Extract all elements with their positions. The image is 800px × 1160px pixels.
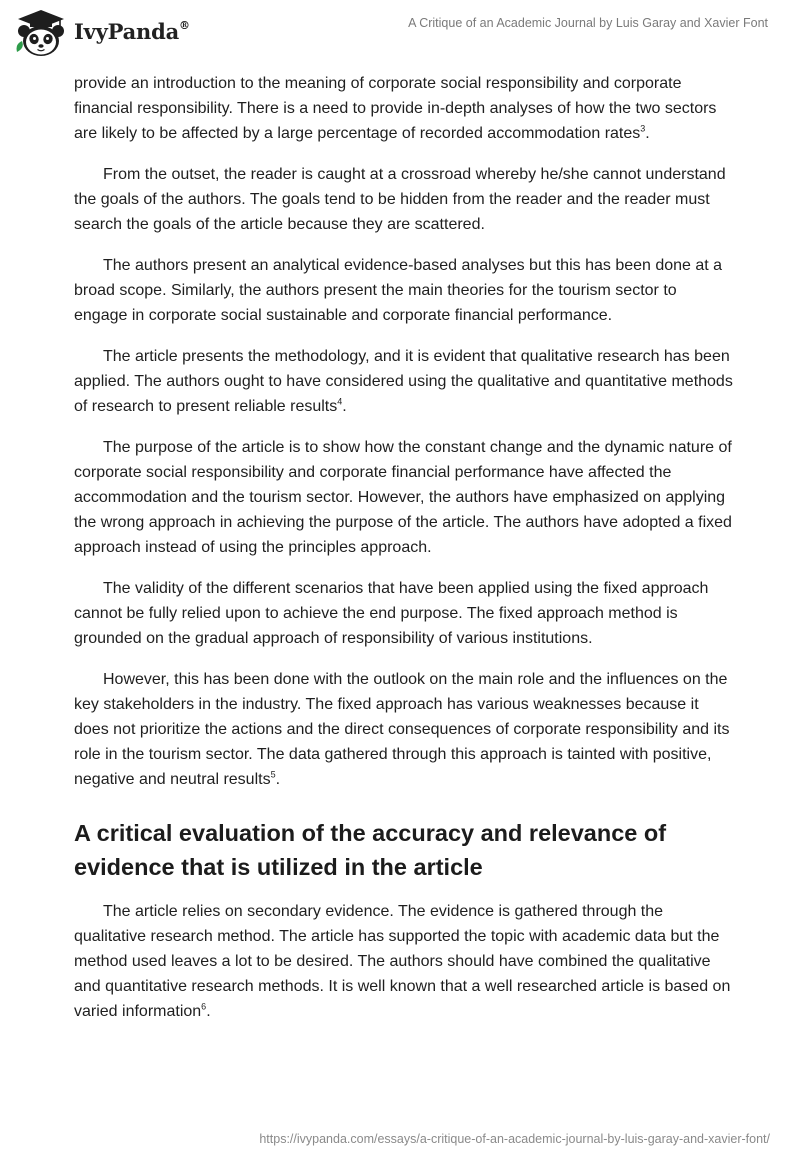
paragraph: From the outset, the reader is caught at a crossroad whereby he/she cannot understand the goals of the authors. The goals tend to be hidden from the reader and the reader must search the goals of the article because they are scattered. bbox=[74, 166, 726, 233]
registered-mark: ® bbox=[179, 18, 190, 32]
page-header bbox=[0, 0, 800, 64]
brand-name: IvyPanda® bbox=[74, 18, 190, 44]
paragraph: However, this has been done with the outlook on the main role and the influences on the key stakeholders in the industry. The fixed approach has various weaknesses because it does not prioritize the actions and the direct consequences of corporate responsibility and its role in the tourism sector. The data gathered through this approach is tainted with positive, negative and neutral results$^5$. bbox=[74, 671, 730, 788]
section-heading: A critical evaluation of the accuracy and relevance of evidence that is utilized in the article bbox=[74, 820, 667, 880]
footnote-ref[interactable]: 5 bbox=[270, 769, 276, 780]
document-title: A Critique of an Academic Journal by Luis Garay and Xavier Font bbox=[408, 16, 768, 30]
paragraph: The article relies on secondary evidence. The evidence is gathered through the qualitative research method. The article has supported the topic with academic data but the method used leaves a lot to be desired. The authors should have combined the qualitative and quantitative research methods. It is well known that a well researched article is based on varied information$^6$. bbox=[74, 903, 731, 1020]
footnote-ref[interactable]: 4 bbox=[337, 396, 343, 407]
article-body bbox=[74, 71, 734, 1040]
panda-logo-icon bbox=[14, 8, 68, 58]
site-logo[interactable] bbox=[14, 8, 190, 58]
paragraph: provide an introduction to the meaning of corporate social responsibility and corporate financial responsibility. There is a need to provide in-depth analyses of how the two sectors are likely to be affected by a large percentage of recorded accommodation rates$^3$. bbox=[74, 75, 717, 142]
paragraph: The validity of the different scenarios that have been applied using the fixed approach cannot be fully relied upon to achieve the end purpose. The fixed approach method is grounded on the gradual approach of responsibility of various institutions. bbox=[74, 580, 709, 647]
paragraph: The purpose of the article is to show how the constant change and the dynamic nature of corporate social responsibility and corporate financial performance have affected the accommodation and the tourism sector. However, the authors have emphasized on applying the wrong approach in achieving the purpose of the article. The authors have adopted a fixed approach instead of using the principles approach. bbox=[74, 439, 732, 556]
footnote-ref[interactable]: 3 bbox=[640, 123, 646, 134]
source-url[interactable]: https://ivypanda.com/essays/a-critique-of-an-academic-journal-by-luis-garay-and-xavier-font/ bbox=[259, 1132, 770, 1146]
paragraph: The authors present an analytical evidence-based analyses but this has been done at a broad scope. Similarly, the authors present the main theories for the tourism sector to engage in corporate social sustainable and corporate financial performance. bbox=[74, 257, 723, 324]
footnote-ref[interactable]: 6 bbox=[201, 1001, 207, 1012]
paragraph: The article presents the methodology, and it is evident that qualitative research has been applied. The authors ought to have considered using the qualitative and quantitative methods of research to present reliable results$^4$. bbox=[74, 348, 733, 415]
